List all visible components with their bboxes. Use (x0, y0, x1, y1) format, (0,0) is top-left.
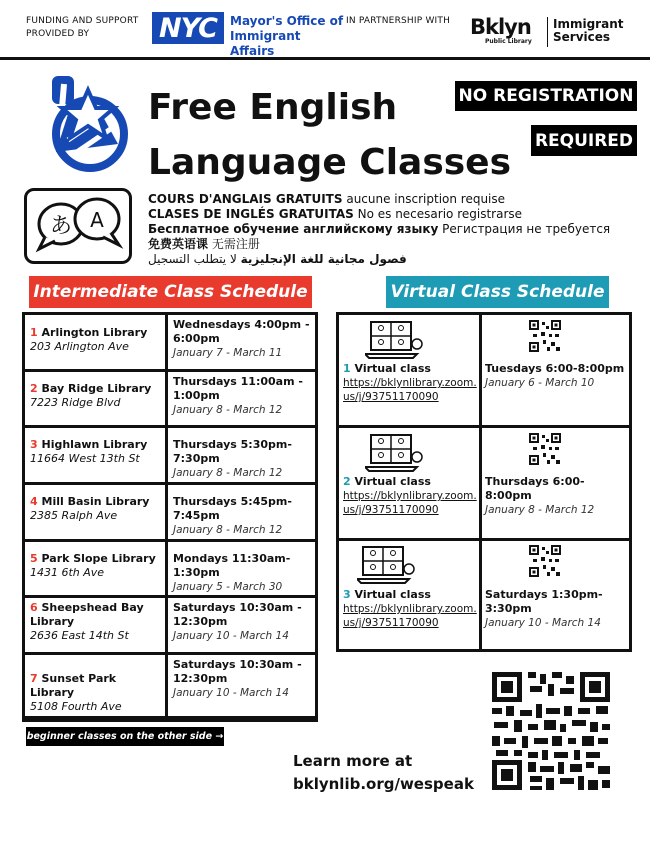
intermediate-schedule-heading: Intermediate Class Schedule (29, 276, 312, 308)
row-divider (168, 716, 315, 719)
library-cell (30, 326, 162, 354)
library-number: 7 (30, 672, 38, 685)
row-divider (168, 425, 315, 428)
learn-more-label: Learn more at (293, 752, 413, 770)
class-dates: January 8 - March 12 (173, 404, 283, 416)
virtual-class-name: Virtual class (354, 588, 431, 601)
schedule-cell (173, 658, 311, 700)
class-dates: January 10 - March 14 (485, 617, 601, 629)
header-bar (0, 0, 650, 60)
virtual-number: 2 (343, 475, 351, 488)
required-badge: REQUIRED (531, 125, 637, 156)
library-number: 3 (30, 438, 38, 451)
schedule-cell (173, 552, 311, 594)
no-registration-badge: NO REGISTRATION (455, 81, 637, 111)
row-divider (25, 482, 165, 485)
beginner-classes-note: beginner classes on the other side → (26, 727, 224, 746)
class-time: Saturdays 1:30pm-3:30pm (485, 588, 603, 615)
library-number: 6 (30, 601, 38, 614)
learn-more-url[interactable]: bklynlib.org/wespeak (293, 775, 474, 793)
virtual-schedule-table (336, 312, 632, 652)
multilingual-text (148, 192, 628, 267)
class-dates: January 5 - March 30 (173, 581, 283, 593)
laptop-video-call-icon (357, 545, 415, 585)
zoom-link[interactable]: https://bklynlibrary.zoom.us/j/93751170090 (343, 490, 477, 516)
class-dates: January 10 - March 14 (173, 630, 289, 642)
laptop-video-call-icon (365, 433, 423, 473)
laptop-video-call-icon (365, 320, 423, 360)
qr-code-icon (529, 433, 561, 465)
row-divider (482, 538, 629, 541)
library-address: 5108 Fourth Ave (30, 700, 122, 713)
logo-divider (547, 17, 548, 47)
partnership-label: IN PARTNERSHIP WITH (346, 16, 451, 26)
language-line-arabic: فصول مجانية للغة الإنجليزية لا يتطلب التسجيل (148, 252, 407, 266)
library-name: Highlawn Library (41, 438, 148, 451)
row-divider (168, 595, 315, 598)
bklyn-logo-sub: Public Library (485, 38, 532, 45)
row-divider (482, 425, 629, 428)
library-address: 2385 Ralph Ave (30, 509, 118, 522)
svg-text:A: A (90, 208, 104, 232)
language-line-chinese: 免费英语课 无需注册 (148, 237, 260, 251)
page-title: Free English Language Classes (148, 87, 512, 183)
class-dates: January 8 - March 12 (173, 524, 283, 536)
row-divider (168, 539, 315, 542)
virtual-class-name: Virtual class (354, 475, 431, 488)
row-divider (25, 595, 165, 598)
schedule-cell (485, 588, 627, 630)
class-time: Thursdays 5:45pm-7:45pm (173, 495, 292, 522)
row-divider (25, 369, 165, 372)
class-time: Tuesdays 6:00-8:00pm (485, 362, 625, 375)
library-number: 1 (30, 326, 38, 339)
virtual-number: 1 (343, 362, 351, 375)
language-line-french: COURS D'ANGLAIS GRATUITS aucune inscription requise (148, 192, 506, 206)
schedule-cell (485, 362, 627, 390)
schedule-cell (173, 438, 311, 480)
immigrant-services-label: Immigrant Services (553, 17, 624, 44)
language-line-russian: Бесплатное обучение английскому языку Регистрация не требуется (148, 222, 611, 236)
virtual-class-cell (343, 588, 477, 630)
row-divider (25, 425, 165, 428)
library-name: Bay Ridge Library (41, 382, 152, 395)
svg-text:あ: あ (49, 214, 73, 239)
schedule-cell (173, 495, 311, 537)
library-address: 203 Arlington Ave (30, 340, 129, 353)
virtual-schedule-heading: Virtual Class Schedule (386, 276, 609, 308)
qr-code-icon (529, 545, 561, 577)
row-divider (168, 312, 315, 315)
library-cell (30, 495, 162, 523)
row-divider (168, 482, 315, 485)
class-dates: January 8 - March 12 (173, 467, 283, 479)
library-name: Mill Basin Library (41, 495, 150, 508)
schedule-cell (173, 318, 311, 360)
mayors-office-label: Mayor's Office of Immigrant Affairs (230, 14, 344, 58)
virtual-number: 3 (343, 588, 351, 601)
class-time: Thursdays 11:00am - 1:00pm (173, 375, 303, 402)
schedule-cell (173, 601, 311, 643)
class-dates: January 10 - March 14 (173, 687, 289, 699)
row-divider (339, 312, 479, 315)
row-divider (25, 539, 165, 542)
library-address: 1431 6th Ave (30, 566, 105, 579)
library-cell (30, 601, 162, 643)
row-divider (25, 652, 165, 655)
class-time: Mondays 11:30am-1:30pm (173, 552, 291, 579)
class-time: Thursdays 6:00-8:00pm (485, 475, 585, 502)
language-line-spanish: CLASES DE INGLÉS GRATUITAS No es necesario registrarse (148, 207, 523, 221)
library-number: 2 (30, 382, 38, 395)
library-address: 2636 East 14th St (30, 629, 129, 642)
learn-more (293, 750, 474, 796)
schedule-cell (173, 375, 311, 417)
language-bubbles-icon (24, 188, 132, 264)
library-address: 7223 Ridge Blvd (30, 396, 121, 409)
virtual-class-name: Virtual class (354, 362, 431, 375)
zoom-link[interactable]: https://bklynlibrary.zoom.us/j/93751170090 (343, 603, 477, 629)
library-cell (30, 552, 162, 580)
column-divider (479, 312, 482, 649)
row-divider (339, 425, 479, 428)
column-divider (165, 312, 168, 719)
class-time: Thursdays 5:30pm-7:30pm (173, 438, 292, 465)
class-time: Saturdays 10:30am - 12:30pm (173, 601, 302, 628)
class-time: Wednesdays 4:00pm - 6:00pm (173, 318, 310, 345)
row-divider (168, 369, 315, 372)
library-address: 11664 West 13th St (30, 452, 140, 465)
library-cell (30, 382, 162, 410)
row-divider (168, 652, 315, 655)
row-divider (339, 538, 479, 541)
library-cell (30, 438, 162, 466)
qr-code-icon (529, 320, 561, 352)
library-name: Park Slope Library (41, 552, 156, 565)
row-divider (482, 312, 629, 315)
zoom-link[interactable]: https://bklynlibrary.zoom.us/j/93751170090 (343, 377, 477, 403)
bklyn-logo: Bklyn (470, 15, 531, 39)
nyc-logo: NYC (152, 12, 224, 44)
library-name: Arlington Library (41, 326, 148, 339)
english-class-logo-icon (26, 68, 136, 178)
intermediate-schedule-table (22, 312, 318, 722)
class-dates: January 7 - March 11 (173, 347, 283, 359)
library-name: Sheepshead Bay Library (30, 601, 144, 628)
class-dates: January 6 - March 10 (485, 377, 595, 389)
class-time: Saturdays 10:30am - 12:30pm (173, 658, 302, 685)
library-cell (30, 672, 162, 714)
library-number: 4 (30, 495, 38, 508)
library-name: Sunset Park Library (30, 672, 117, 699)
virtual-class-cell (343, 362, 477, 404)
class-dates: January 8 - March 12 (485, 504, 595, 516)
schedule-cell (485, 475, 627, 517)
funding-label: FUNDING AND SUPPORT PROVIDED BY (26, 16, 139, 39)
virtual-class-cell (343, 475, 477, 517)
library-number: 5 (30, 552, 38, 565)
qr-code-icon (490, 670, 612, 792)
row-divider (25, 716, 165, 719)
row-divider (25, 312, 165, 315)
